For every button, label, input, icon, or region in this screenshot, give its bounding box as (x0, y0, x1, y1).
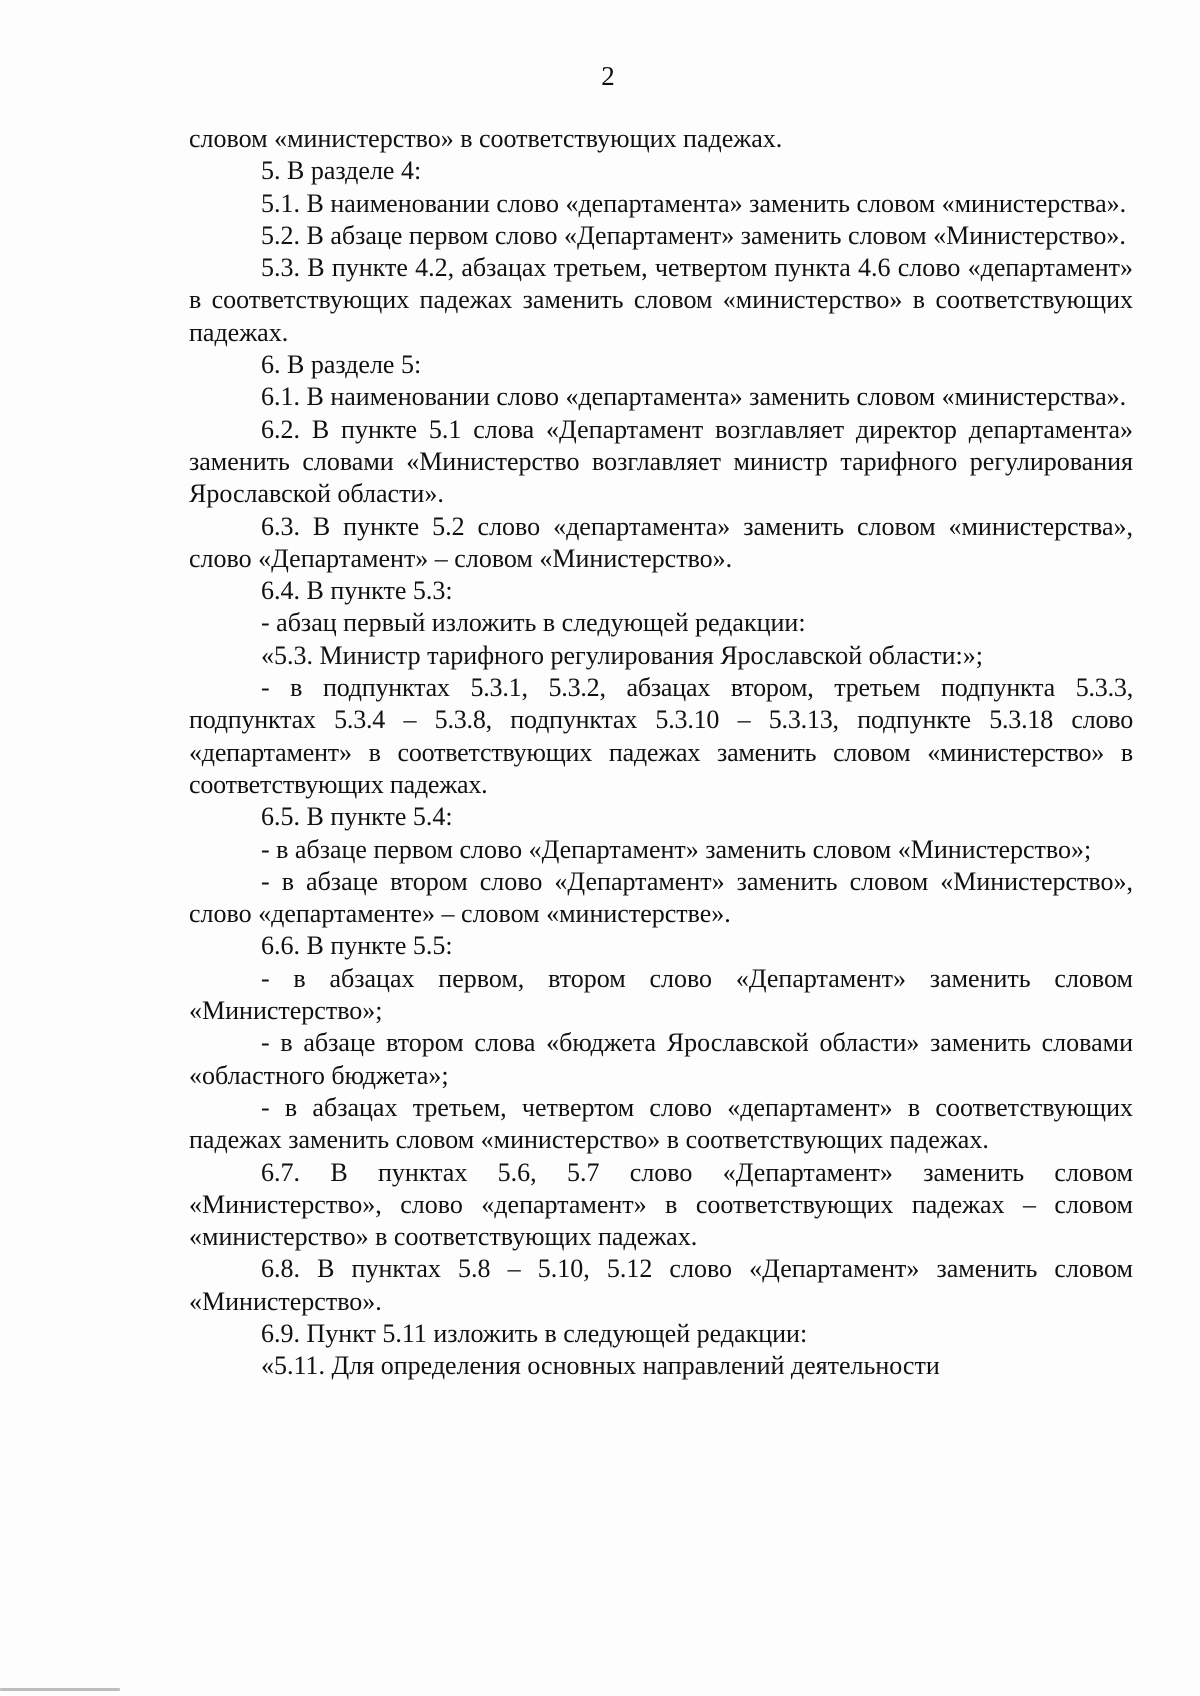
paragraph-6-5: 6.5. В пункте 5.4: (261, 802, 453, 832)
paragraph-6-1: 6.1. В наименовании слово «департамента» заменить словом «министерства». (261, 382, 1127, 412)
paragraph-6-4-item-1: - абзац первый изложить в следующей редакции: (261, 608, 806, 638)
paragraph-6-6-item-2: - в абзаце втором слова «бюджета Ярославской области» заменить словами «областного бюджета»; (189, 1028, 1133, 1090)
document-body (189, 123, 1133, 1383)
scan-artifact (0, 1688, 120, 1691)
paragraph-5-11-quote: «5.11. Для определения основных направлений деятельности (261, 1351, 940, 1381)
paragraph-5-1: 5.1. В наименовании слово «департамента» заменить словом «министерства». (261, 188, 1127, 218)
paragraph-6-5-item-2: - в абзаце втором слово «Департамент» заменить словом «Министерство», слово «департаменте» – словом «министерстве». (189, 866, 1133, 929)
paragraph-6-3: 6.3. В пункте 5.2 слово «департамента» заменить словом «министерства», слово «Департамент» – словом «Министерство». (189, 511, 1133, 573)
paragraph-6-9: 6.9. Пункт 5.11 изложить в следующей редакции: (261, 1318, 808, 1348)
paragraph-6-7: 6.7. В пунктах 5.6, 5.7 слово «Департамент» заменить словом «Министерство», слово «департамент» в соответствующих падежах – словом «министерство» в соответствующих падежах. (189, 1157, 1133, 1252)
paragraph-6-8: 6.8. В пунктах 5.8 – 5.10, 5.12 слово «Департамент» заменить словом «Министерство». (189, 1254, 1133, 1316)
paragraph-section-6: 6. В разделе 5: (261, 350, 422, 380)
page-number: 2 (601, 61, 615, 91)
paragraph-6-6-item-1: - в абзацах первом, втором слово «Департамент» заменить словом «Министерство»; (189, 963, 1133, 1026)
paragraph-6-2: 6.2. В пункте 5.1 слова «Департамент возглавляет директор департамента» заменить словами «Министерство возглавляет министр тарифного регулирования Ярославской области». (189, 414, 1133, 509)
paragraph-6-6-item-3: - в абзацах третьем, четвертом слово «департамент» в соответствующих падежах заменить словом «министерство» в соответствующих падежах. (189, 1092, 1133, 1155)
paragraph-5-2: 5.2. В абзаце первом слово «Департамент» заменить словом «Министерство». (261, 220, 1126, 250)
paragraph-5-3: 5.3. В пункте 4.2, абзацах третьем, четвертом пункта 4.6 слово «департамент» в соответствующих падежах заменить словом «министерство» в соответствующих падежах. (189, 253, 1133, 347)
paragraph-6-4-item-2: - в подпунктах 5.3.1, 5.3.2, абзацах втором, третьем подпункта 5.3.3, подпунктах 5.3.4 – 5.3.8, подпунктах 5.3.10 – 5.3.13, подпункте 5.3.18 слово «департамент» в соответствующих падежах заменить словом «министерство» в соответствующих падежах. (189, 673, 1133, 799)
paragraph-continuation: словом «министерство» в соответствующих падежах. (189, 124, 783, 153)
paragraph-section-5: 5. В разделе 4: (261, 156, 422, 186)
paragraph-6-6: 6.6. В пункте 5.5: (261, 931, 453, 961)
paragraph-6-5-item-1: - в абзаце первом слово «Департамент» заменить словом «Министерство»; (261, 834, 1092, 864)
paragraph-6-4: 6.4. В пункте 5.3: (261, 576, 453, 606)
paragraph-6-4-quote: «5.3. Министр тарифного регулирования Ярославской области:»; (261, 640, 983, 670)
